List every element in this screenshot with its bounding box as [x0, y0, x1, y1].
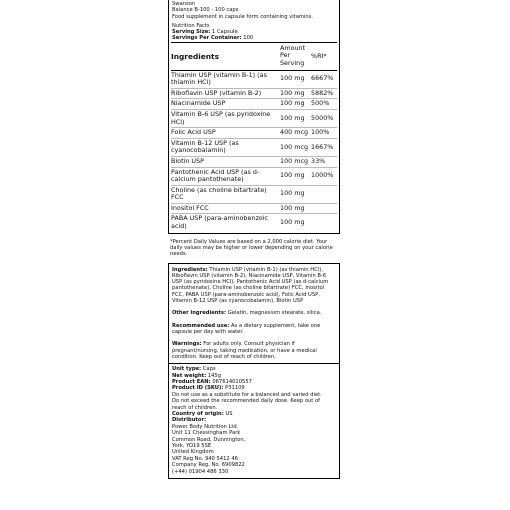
row-amount: 100 mg	[280, 189, 305, 198]
distributor-line: (+44) 01904 486 330	[172, 468, 229, 475]
unit-type-label: Unit type:	[172, 366, 202, 373]
distributor-line: United Kingdom	[172, 449, 214, 456]
sku-label: Product ID (SKU):	[172, 385, 224, 392]
row-name: Riboflavin USP (vitamin B-2)	[171, 88, 262, 97]
header-amount: Amount Per Serving	[280, 43, 306, 67]
row-name: Biotin USP	[171, 156, 205, 165]
product-info-box	[168, 364, 340, 479]
net-weight-label: Net weight:	[172, 372, 207, 379]
table-row	[171, 157, 337, 168]
row-amount: 400 mcg	[280, 128, 309, 137]
table-row	[171, 214, 337, 231]
nutrition-facts-heading: Nutrition Facts	[172, 22, 210, 29]
table-row	[171, 128, 337, 139]
row-amount: 100 mg	[280, 88, 305, 97]
row-amount: 100 mg	[280, 203, 305, 212]
row-ri: 500%	[311, 99, 330, 108]
distributor-line: Common Road, Dunnington,	[172, 436, 246, 443]
distributor-line: Company Reg. No. 6909822	[172, 462, 245, 469]
other-ingredients-text: Gelatin, magnesium stearate, silica.	[227, 310, 322, 317]
table-row	[171, 204, 337, 215]
servings-label: Servings Per Container:	[172, 35, 242, 42]
servings-value: 100	[243, 35, 254, 42]
row-ri: 1667%	[311, 142, 334, 151]
warning-line: Do not use as a substitute for a balanced and varied diet.	[172, 391, 322, 398]
recommended-use-label: Recommended use:	[172, 322, 230, 329]
row-ri: 100%	[311, 128, 330, 137]
row-name: Thiamin USP (vitamin B-1) (as thiamin HCl)	[171, 70, 267, 87]
row-amount: 100 mg	[280, 218, 305, 227]
product-details-box	[168, 263, 340, 365]
other-ingredients-paragraph	[172, 310, 336, 316]
distributor-line: VAT Reg No. 940 5412 46	[172, 455, 238, 462]
origin-label: Country of origin:	[172, 410, 224, 417]
label-header	[168, 0, 340, 42]
row-ri	[311, 208, 337, 210]
origin-value: US	[225, 410, 233, 417]
warning-line: Do not exceed the recommended daily dose. Keep out of	[172, 398, 320, 405]
table-header	[171, 42, 337, 71]
distributor-line: Unit 11 Chessingham Park	[172, 430, 241, 437]
product-name: Balance B-100 - 100 caps	[172, 7, 239, 14]
row-ri	[311, 193, 337, 195]
row-amount: 100 mg	[280, 113, 305, 122]
unit-type-value: Caps	[202, 366, 216, 373]
row-ri: 5882%	[311, 88, 334, 97]
row-ri: 1000%	[311, 171, 334, 180]
table-row	[171, 89, 337, 100]
product-label	[168, 0, 340, 479]
table-row	[171, 71, 337, 89]
table-row	[171, 139, 337, 157]
warnings-label: Warnings:	[172, 341, 202, 348]
ingredients-text: Thiamin USP (vitamin B-1) (as thiamin HCl), Riboflavin USP (vitamin B-2), Niacinamide USP, Vitamin B-6 USP (as pyridoxine HCl), Pantothenic Acid USP (as d-calcium pantothenate), Choline (as choline bitartrate) FCC, Inositol FCC, PABA USP (para-aminobenzoic acid), Folic Acid USP, Vitamin B-12 USP (as cyanocobalamin), Biotin USP	[172, 266, 329, 305]
ingredients-label: Ingredients:	[172, 266, 208, 273]
table-row	[171, 168, 337, 186]
row-amount: 100 mg	[280, 74, 305, 83]
row-amount: 100 mg	[280, 99, 305, 108]
row-ri: 6667%	[311, 74, 334, 83]
serving-size-value: 1 Capsule	[211, 29, 238, 36]
row-ri: 5000%	[311, 113, 334, 122]
header-ri: %RI*	[311, 52, 327, 61]
ean-value: 087614010557	[212, 378, 252, 385]
daily-value-footnote: *Percent Daily Values are based on a 2,000 calorie diet. Your daily values may be higher or lower depending on your calorie needs.	[170, 238, 333, 258]
row-name: Folic Acid USP	[171, 128, 216, 137]
recommended-use-paragraph	[172, 323, 336, 336]
table-row	[171, 186, 337, 204]
table-row	[171, 110, 337, 128]
row-name: Choline (as choline bitartrate) FCC	[171, 185, 267, 202]
warnings-text: For adults only. Consult physician if pregnant/nursing, taking medication, or have a medical condition. Keep out of reach of children.	[172, 341, 317, 360]
serving-size-label: Serving Size:	[172, 29, 211, 36]
warning-line: reach of children.	[172, 404, 218, 411]
recommended-use-text: As a dietary supplement, take one capsule per day with water.	[172, 322, 321, 335]
row-name: PABA USP (para-aminobenzoic acid)	[171, 214, 269, 231]
row-name: Vitamin B-12 USP (as cyanocobalamin)	[171, 138, 239, 155]
header-ingredients: Ingredients	[171, 51, 219, 61]
distributor-label: Distributor:	[172, 417, 207, 424]
nutrition-table	[168, 42, 340, 234]
row-ri	[311, 222, 337, 224]
row-name: Vitamin B-6 USP (as pyridoxine HCl)	[171, 109, 271, 126]
net-weight-value: 145g	[207, 372, 222, 379]
sku-value: P31109	[225, 385, 245, 392]
ean-label: Product EAN:	[172, 378, 211, 385]
brand-name: Swanson	[172, 1, 196, 7]
row-name: Inositol FCC	[171, 203, 209, 212]
distributor-line: York, YO19 5SE	[172, 442, 212, 449]
other-ingredients-label: Other ingredients:	[172, 310, 227, 317]
row-ri: 33%	[311, 156, 326, 165]
row-amount: 100 mg	[280, 171, 305, 180]
warnings-paragraph	[172, 341, 336, 360]
product-description: Food supplement in capsule form containing vitamins.	[172, 13, 314, 20]
table-row	[171, 99, 337, 110]
row-name: Niacinamide USP	[171, 99, 226, 108]
distributor-line: Power Body Nutrition Ltd.	[172, 423, 239, 430]
row-name: Pantothenic Acid USP (as d-calcium pantothenate)	[171, 167, 260, 184]
row-amount: 100 mcg	[280, 142, 309, 151]
row-amount: 100 mcg	[280, 156, 309, 165]
ingredients-paragraph	[172, 267, 336, 305]
